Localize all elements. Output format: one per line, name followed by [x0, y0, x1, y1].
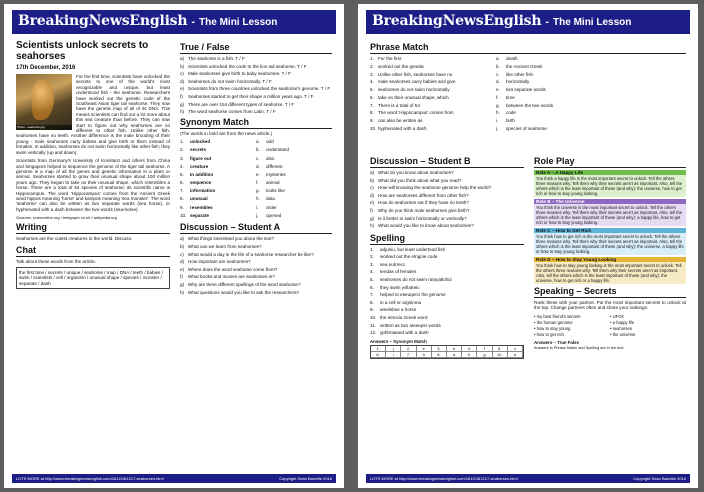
spelling-number: 11. — [370, 322, 377, 328]
synonym-letter: d. — [256, 163, 260, 169]
banner-dash: - — [191, 16, 196, 28]
photo-caption: Photo - seahorse.jpg — [16, 125, 72, 130]
answer-cell: i — [386, 352, 401, 358]
list-item: b) What can we learn from seahorses? — [180, 244, 262, 250]
phrase-number: 4. — [370, 79, 374, 85]
page-one-left-column — [16, 40, 170, 289]
phrase-number: 1. — [370, 56, 374, 61]
phrase-start: worked out the genetic — [378, 63, 425, 69]
page-two-footer — [366, 474, 690, 483]
true-false-list — [180, 56, 332, 115]
spelling-number: 10. — [370, 314, 377, 320]
synonym-meaning: mysteries — [266, 171, 286, 177]
list-item: h) The word seahorse comes from Latin. T / F — [180, 109, 276, 115]
synonym-meaning: different — [266, 163, 283, 169]
speaking-item: • the universe — [610, 331, 636, 337]
answer-cell: 1. — [371, 346, 386, 352]
list-item — [370, 269, 524, 274]
list-item — [370, 285, 524, 290]
phrase-number: 10. — [370, 126, 377, 132]
phrase-match-heading: Phrase Match — [370, 42, 686, 54]
spelling-number: 1. — [370, 246, 374, 252]
answer-cell: e — [417, 346, 432, 352]
synonym-match-heading: Synonym Match — [180, 117, 332, 129]
brand-title: BreakingNewsEnglish — [18, 13, 188, 29]
phrase-start: hyphenated with a dash — [378, 126, 427, 132]
spelling-text: helped to eseuqecn the genome — [380, 292, 446, 298]
role-card-c — [534, 228, 686, 255]
list-item: d) How are seahorses different from other fish? — [370, 192, 469, 198]
list-item: h) What would you like to know about seahorses? — [370, 223, 474, 229]
spelling-number: 6. — [370, 284, 374, 290]
synonym-number: 8. — [180, 196, 184, 202]
footer-copyright: Copyright Sean Banville 2016 — [633, 476, 686, 481]
role-card-b — [534, 199, 686, 226]
speaking-heading: Speaking – Secrets — [534, 286, 686, 298]
synonym-word: unusual — [190, 196, 208, 202]
chat-heading: Chat — [16, 245, 170, 257]
article-date: 17th December, 2016 — [16, 65, 76, 71]
phrase-letter: h. — [496, 110, 500, 116]
phrase-number: 7. — [370, 102, 374, 108]
spelling-text: worked out the etngcie code — [380, 254, 438, 260]
phrase-start: For the first — [378, 56, 402, 61]
phrase-letter: e. — [496, 87, 500, 93]
article-sources: Sources: scienceline.org / telegraph.co.uk / wikipedia.org — [16, 215, 117, 221]
writing-heading: Writing — [16, 222, 170, 234]
list-item — [370, 292, 524, 297]
synonym-word: unlocked — [190, 139, 211, 145]
phrase-letter: j. — [496, 126, 499, 132]
phrase-match-grid — [370, 56, 686, 132]
synonym-number: 3. — [180, 155, 184, 161]
role-card-title: Role B – The Universe — [534, 199, 686, 204]
page-two-left-column — [370, 154, 524, 359]
synonym-meaning: understand — [266, 147, 289, 153]
phrase-end: time — [506, 94, 515, 100]
footer-link[interactable]: LOTS MORE at http://www.breakingnewsenglish.com/1612/161217-seahorses.html — [16, 476, 164, 481]
phrase-letter: g. — [496, 102, 500, 108]
phrase-letter: f. — [496, 94, 499, 100]
answer-cell: 6. — [371, 352, 386, 358]
spelling-text: written as two ateeepsr words — [380, 322, 441, 328]
role-card-title: Role D – How to Stay Young Looking — [534, 257, 686, 262]
seahorse-image — [32, 80, 54, 120]
answer-cell: f — [477, 346, 492, 352]
phrase-match-section — [370, 40, 686, 148]
synonym-number: 2. — [180, 147, 184, 153]
synonym-letter: e. — [256, 171, 260, 177]
page-two-banner — [366, 10, 690, 34]
synonym-letter: f. — [256, 180, 259, 186]
phrase-end: horizontally — [506, 79, 530, 85]
discussion-a-heading: Discussion – Student A — [180, 222, 332, 234]
synonym-word: information — [190, 188, 216, 194]
spelling-number: 2. — [370, 254, 374, 260]
page-one-right-column — [180, 40, 332, 297]
article-title: Scientists unlock secrets to seahorses — [16, 40, 149, 62]
synonym-number: 7. — [180, 188, 184, 194]
synonym-number: 9. — [180, 204, 184, 210]
list-item: f) What books and movies are seahorses in? — [180, 274, 275, 280]
footer-copyright: Copyright Sean Banville 2016 — [279, 476, 332, 481]
synonym-number: 5. — [180, 171, 184, 177]
list-item — [370, 330, 524, 335]
role-play-heading: Role Play — [534, 156, 686, 168]
speaking-item: • how to stay young — [534, 325, 571, 331]
phrase-letter: a. — [496, 56, 500, 61]
answers-synonym-label: Answers – Synonym Match — [370, 338, 427, 344]
footer-link[interactable]: LOTS MORE at http://www.breakingnewsenglish.com/1612/161217-seahorses.html — [370, 476, 518, 481]
phrase-number: 5. — [370, 87, 374, 93]
synonym-word: creature — [190, 163, 209, 169]
list-item: a) The seahorse is a fish. T / F — [180, 56, 245, 61]
synonym-meaning: opened — [266, 212, 282, 218]
phrase-letter: c. — [496, 71, 500, 77]
phrase-end: between the two words — [506, 102, 553, 108]
phrase-number: 3. — [370, 71, 374, 77]
synonym-word: secrets — [190, 147, 207, 153]
phrase-end: two separate words — [506, 87, 546, 93]
chat-intro: Talk about these words from the article. — [16, 258, 96, 264]
answer-cell: 2. — [401, 346, 416, 352]
answer-cell: 7. — [401, 352, 416, 358]
role-card-title: Role A – A Happy Life — [534, 170, 686, 175]
synonym-word: In addition — [190, 171, 214, 177]
synonym-word: resembles — [190, 204, 213, 210]
list-item: d) How important are seahorses? — [180, 259, 251, 265]
spelling-number: 7. — [370, 292, 374, 298]
page-two-right-column — [534, 154, 686, 350]
chat-word-box: the first time / secrets / unique / seahorse / map / DNA / teeth / babies / swim / scientists / cell / organism / unusual shape / species / monster / separate / dash — [16, 267, 170, 289]
synonym-word: separate — [190, 212, 209, 218]
synonym-letter: g. — [256, 188, 260, 194]
answer-cell: b — [447, 346, 462, 352]
role-card-title: Role C – How to Get Rich — [534, 228, 686, 233]
list-item — [370, 247, 524, 252]
synonym-meaning: data — [266, 196, 275, 202]
speaking-item: • a happy life — [610, 319, 635, 325]
list-item: e) How do seahorses eat if they have no teeth? — [370, 200, 469, 206]
phrase-end: birth — [506, 118, 515, 124]
synonym-meaning: order — [266, 204, 277, 210]
phrase-number: 8. — [370, 110, 374, 116]
answer-cell: d — [508, 352, 523, 358]
speaking-item: • my best friend's secrets — [534, 313, 581, 319]
page-two — [358, 4, 698, 488]
synonym-intro: (The words in bold are from the news article.) — [180, 130, 273, 136]
page-one — [4, 4, 344, 488]
answer-cell: 9. — [462, 352, 477, 358]
list-item: f) Seahorses started to get their shape a million years ago. T / F — [180, 93, 314, 99]
answer-cell: 5. — [493, 346, 508, 352]
speaking-intro: Rank these with your partner. Put the most important secrets to unlock at the top. Change partners often and share your rankings. — [534, 300, 686, 311]
synonym-letter: j. — [256, 212, 259, 218]
phrase-start: There is a total of 54 — [378, 102, 420, 108]
spelling-text: sea eutrrecc — [380, 261, 406, 267]
spelling-number: 12. — [370, 330, 377, 336]
phrase-letter: i. — [496, 118, 499, 124]
role-card-text: You think a happy life is the most important secret to unlock. Tell the others three reasons why. Tell them why their secrets aren't as important. Also, tell the others which is the least important of these (and why): the universe, how to get rich or how to stay young looking. — [534, 175, 686, 197]
page-one-footer — [12, 474, 336, 483]
phrase-letter: b. — [496, 63, 500, 69]
spelling-number: 4. — [370, 269, 374, 275]
phrase-start: male seahorses carry babies and give — [378, 79, 456, 85]
synonym-meaning: odd — [266, 139, 274, 145]
phrase-end: like other fish — [506, 71, 534, 77]
answer-cell: 4. — [462, 346, 477, 352]
list-item: g) Is it better to swim horizontally or vertically? — [370, 215, 467, 221]
spelling-number: 5. — [370, 276, 374, 282]
list-item — [370, 262, 524, 267]
synonym-letter: c. — [256, 155, 260, 161]
synonym-number: 4. — [180, 163, 184, 169]
list-item: c) Male seahorses give birth to baby seahorses. T / F — [180, 71, 291, 77]
list-item: c) What would a day in the life of a seahorse researcher be like? — [180, 251, 314, 257]
list-item — [370, 300, 524, 305]
answer-cell: g — [477, 352, 492, 358]
spelling-text: the etnncia Greek word — [380, 314, 428, 320]
banner-dash: - — [545, 16, 550, 28]
speaking-item: • how to get rich — [534, 331, 564, 337]
list-item: b) Scientists unlocked the code to the lion tail seahorse. T / F — [180, 63, 307, 69]
phrase-number: 6. — [370, 94, 374, 100]
answer-cell: j — [386, 346, 401, 352]
spelling-text: amelsbse a horse — [380, 307, 417, 313]
synonym-match-grid — [180, 139, 332, 218]
role-card-a — [534, 170, 686, 197]
synonym-letter: b. — [256, 147, 260, 153]
page-one-banner — [12, 10, 336, 34]
phrase-number: 9. — [370, 118, 374, 124]
list-item: g) Why are there different spellings of the word seahorse? — [180, 282, 301, 287]
answers-note: Answers to Phrase Match and Spelling are in the text. — [534, 345, 625, 350]
synonym-meaning: animal — [266, 180, 280, 186]
spelling-number: 8. — [370, 299, 374, 305]
phrase-start: Unlike other fish, seahorses have no — [378, 71, 453, 77]
synonym-number: 6. — [180, 180, 184, 186]
answer-cell: h — [417, 352, 432, 358]
list-item: a) What things interested you about the text? — [180, 236, 275, 242]
banner-subtitle: The Mini Lesson — [199, 17, 278, 28]
role-card-text: You think the universe is the most important secret to unlock. Tell the others three reasons why. Tell them why their secrets aren't as important. Also, tell the others which is the least important of these (and why): a happy life, how to get rich or how to stay young looking. — [534, 204, 686, 226]
spelling-text: they swim yvllatreic — [380, 284, 420, 290]
phrase-start: seahorses do not swim horizontally — [378, 87, 450, 93]
writing-text: Seahorses are the cutest creatures in the world. Discuss. — [16, 236, 133, 242]
synonym-meaning: looks like — [266, 188, 285, 194]
spelling-text: seahorses do not swim ratoyatlohiz — [380, 276, 452, 282]
seahorse-photo — [16, 74, 72, 130]
spelling-text: yphhntaeed with a dash — [380, 330, 429, 336]
phrase-end: code — [506, 110, 516, 116]
answer-cell: 3. — [432, 346, 447, 352]
discussion-b-heading: Discussion – Student B — [370, 156, 524, 168]
article-paragraph-2: Scientists from Germany's University of Konstanz and others from China and Singapore helped to sequence the genome of the tiger tail seahorse. A genome is a map of all the genes and genetic information in a plant or animal. Seahorses started to grow their unusual shape about 100 million years ago. They began to take on their unusual shape, which resembles a horse. There are a total of 54 species of seahorse; its scientific name is Hippocampus. The word 'Hippocampus' comes from the Ancient Greek word hippos meaning 'horse' and kampos meaning 'sea monster'. The word 'seahorse' can also be written as two separate words (sea horse), or hyphenated with a dash between the two words (sea-horse). — [16, 158, 170, 212]
answers-tf-label: Answers – True False — [534, 339, 579, 345]
speaking-items — [534, 314, 686, 337]
phrase-start: can also be written as — [378, 118, 423, 124]
phrase-end: the Ancient Greek — [506, 63, 543, 69]
synonym-word: figure out — [190, 155, 212, 161]
list-item — [370, 323, 524, 328]
list-item — [370, 254, 524, 259]
spelling-heading: Spelling — [370, 233, 524, 245]
speaking-item: • UFOs — [610, 313, 624, 319]
spelling-text: in a cell or argsinma — [380, 299, 422, 305]
answer-cell: 8. — [432, 352, 447, 358]
spelling-number: 9. — [370, 307, 374, 313]
list-item: a) What do you know about seahorses? — [370, 170, 454, 175]
answer-cell: 10. — [493, 352, 508, 358]
role-card-d — [534, 257, 686, 284]
list-item: g) There are over 154 different types of seahorse. T / F — [180, 101, 295, 107]
spelling-text: adjuniu, but least undertood fish — [380, 246, 446, 252]
synonym-word: sequence — [190, 180, 212, 186]
synonym-letter: h. — [256, 196, 260, 202]
discussion-b-list — [370, 170, 524, 229]
synonym-letter: i. — [256, 204, 259, 210]
phrase-start: take on their unusual shape, which — [378, 94, 449, 100]
answer-cell: a — [447, 352, 462, 358]
phrase-end: species of seahorse — [506, 126, 547, 132]
synonym-number: 1. — [180, 139, 184, 145]
synonym-number: 10. — [180, 212, 187, 218]
spelling-number: 3. — [370, 261, 374, 267]
list-item: h) What questions would you like to ask the researchers? — [180, 289, 300, 295]
list-item: e) Where does the word seahorse come from? — [180, 266, 278, 272]
brand-title: BreakingNewsEnglish — [372, 13, 542, 29]
discussion-a-list — [180, 236, 332, 295]
answer-cell: c — [508, 346, 523, 352]
phrase-letter: d. — [496, 79, 500, 85]
role-card-text: You think how to stay young looking is the most important secret to unlock. Tell the others three reasons why. Tell them why their secrets aren't as important. Also, tell the others which is the least important of these (and why): the universe, how to get rich or a happy life. — [534, 262, 686, 284]
role-card-text: You think how to get rich is the most important secret to unlock. Tell the others three reasons why. Tell them why their secrets aren't as important. Also, tell the others which is the least important of these (and why): the universe, a happy life or how to stay young looking. — [534, 233, 686, 255]
speaking-item: • the human genome — [534, 319, 573, 325]
banner-subtitle: The Mini Lesson — [553, 17, 632, 28]
list-item: b) What did you think about what you read? — [370, 177, 462, 183]
role-play-cards — [534, 170, 686, 284]
article-paragraph-1: For the first time, scientists have unlocked the secrets to one of the world's most recognizable and unique, but least understood fish - the seahorse. Researchers have worked out the genetic code of the Southeast Asian tiger tail seahorse. They now have the genetic map of all of its DNA. This means scientists can find out a lot more about this sea creature than before. They can now start to figure out why seahorses are so different to other fish. Unlike other fish, seahorses have no teeth. Another difference is the male brooding of their young - male seahorses carry babies and give birth to them instead of females. In addition, seahorses do not swim horizontally like other fish; they swim vertically (up and down). — [16, 74, 170, 155]
spelling-list — [370, 247, 524, 336]
speaking-item: • seahorses — [610, 325, 632, 331]
phrase-end: death — [506, 56, 518, 61]
synonym-letter: a. — [256, 139, 260, 145]
list-item — [370, 277, 524, 282]
list-item — [370, 315, 524, 320]
list-item: c) How will knowing the seahorse genome help the world? — [370, 185, 492, 191]
answers-synonym-table — [370, 345, 524, 359]
phrase-number: 2. — [370, 63, 374, 69]
spelling-text: tendas of females — [380, 269, 417, 275]
list-item — [370, 307, 524, 312]
true-false-heading: True / False — [180, 42, 332, 54]
phrase-start: The word 'Hippocampus' comes from — [378, 110, 454, 116]
list-item: f) Why do you think male seahorses give birth? — [370, 207, 470, 213]
list-item: d) Seahorses do not swim horizontally. T / F — [180, 78, 272, 84]
list-item: e) Scientists from three countries unlocked the seahorse's genome. T / F — [180, 86, 331, 92]
synonym-meaning: also — [266, 155, 275, 161]
